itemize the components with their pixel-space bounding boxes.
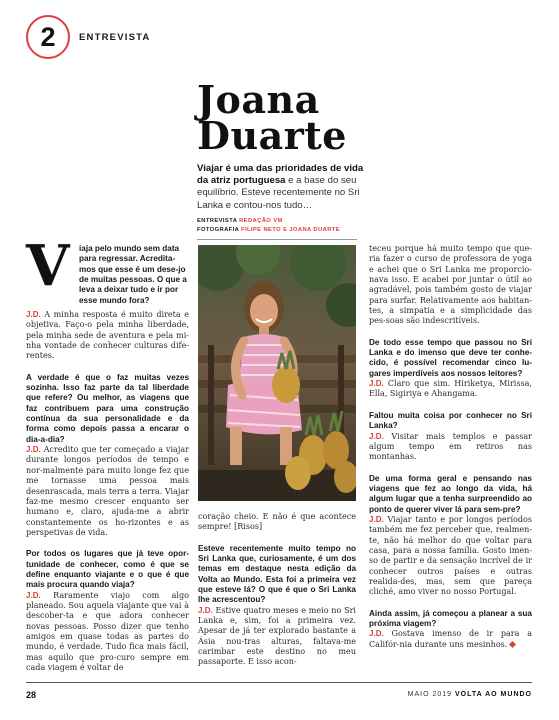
drop-cap: V: [26, 233, 70, 299]
answer-4: [198, 606, 356, 668]
issue-number-badge: [26, 15, 70, 59]
question-4: Esteve recentemente muito tempo no Sri Lanka que, curiosamente, é um dos temas em destaque nesta edição da Volta ao Mundo. Esta foi a primeira vez que esteve lá? O que é que o Sri Lanka lhe acrescentou?: [198, 543, 356, 605]
intro-rest: e a base do seu equilíbrio. Esteve recentemente no Sri Lanka e contou-nos tudo…: [197, 175, 360, 211]
answer-6-initials: J.D.: [369, 431, 384, 441]
answer-6: [369, 432, 532, 463]
question-7: De uma forma geral e pensando nas viagens que fez ao longo da vida, há algum lugar que a tenha surpreendido ao ponto de querer viver lá para sem-pre?: [369, 473, 532, 514]
column-1: [26, 310, 189, 673]
article-credits: [197, 217, 372, 235]
answer-8-initials: J.D.: [369, 629, 384, 639]
answer-8: [369, 629, 532, 650]
answer-1: [26, 310, 189, 362]
answer-3-text: Raramente viajo com algo planeado. Sou aquela viajante que vai à descober-ta e que adora conhecer novas pessoas. Posso dizer que tenho amigos em quase todas as partes do mundo, é verdade. Tudo fica mais fácil, mas aquilo que pro-curo sempre em cada viagem é voltar de: [26, 590, 189, 672]
question-2: A verdade é que o faz muitas vezes sozinha. Isso faz parte da tal liberdade que refere? Ou melhor, as viagens que faz contribuem para uma construção contínua da sua personalidade e da forma como depois passa a encarar o dia-a-dia?: [26, 372, 189, 444]
credit-photo-label: FOTOGRAFIA: [197, 227, 242, 233]
title-line-2: Duarte: [197, 113, 347, 158]
question-6: Faltou muita coisa por conhecer no Sri Lanka?: [369, 410, 532, 431]
credit-photo-value: FILIPE NETO E JOANA DUARTE: [241, 227, 340, 233]
answer-5-text: Claro que sim. Hiriketya, Mirissa, Ella, Sigiriya e Ahangama.: [369, 379, 532, 399]
answer-5: [369, 379, 532, 400]
answer-4-text: Estive quatro meses e meio no Sri Lanka e, sim, foi a primeira vez. Apesar de já ter explorado bastante a Ásia nou-tras alturas, faltava-me carimbar este destino no meu passaporte. E isso acon-: [198, 605, 356, 667]
answer-7-initials: J.D.: [369, 514, 384, 524]
portrait-photo: [198, 245, 356, 501]
lead-text: iaja pelo mundo sem data para regressar. Acredita-mos que esse é um dese-jo de muitas pessoas. O que a leva a deixar tudo e ir por esse mundo fora?: [79, 244, 187, 305]
footer-magazine: VOLTA AO MUNDO: [455, 691, 532, 698]
article-intro: [197, 163, 367, 212]
article-title: [197, 77, 367, 158]
answer-1-initials: J.D.: [26, 310, 41, 319]
credit-interview-label: ENTREVISTA: [197, 218, 240, 224]
answer-8-text: Gostava imenso de ir para a Califór-nia durante uns mesinhos.: [369, 629, 532, 649]
question-8: Ainda assim, já começou a planear a sua próxima viagem?: [369, 608, 532, 628]
section-label: ENTREVISTA: [79, 32, 151, 43]
intro-bold: Viajar é uma das prioridades de vida da atriz portuguesa: [197, 163, 364, 187]
lead-question: [79, 244, 189, 306]
answer-5-initials: J.D.: [369, 379, 384, 389]
credit-interview-value: REDAÇÃO VM: [239, 218, 283, 224]
column-2-continuation: coração cheio. E não é que acontece sempre! [Risos]: [198, 512, 356, 532]
footer-issue-info: [408, 691, 532, 698]
portrait-illustration: [198, 245, 356, 501]
answer-1-text: A minha resposta é muito direta e objetiva. Faço-o pela minha liberdade, pela minha sede de aventura e pela mi-nha vontade de conhecer culturas dife-rentes.: [26, 310, 189, 361]
column-3-continuation: teceu porque há muito tempo que que-ria fazer o curso de professora de yoga e achei que o Sri Lanka me proporcio-nava isso. E acabei por juntar o útil ao agradável, pois também gosto de viajar para surfar. Relativamente aos habitan-tes, a simpatia e a simplicidade das pes-soas são indescritíveis.: [369, 244, 532, 326]
answer-7: [369, 515, 532, 598]
credits-divider: [197, 239, 357, 240]
footer-divider: [26, 682, 532, 683]
answer-2: [26, 445, 189, 538]
answer-3-initials: J.D.: [26, 590, 41, 600]
answer-6-text: Visitar mais templos e passar algum tempo em retiros nas montanhas.: [369, 431, 532, 462]
column-2: [198, 512, 356, 668]
answer-3: [26, 591, 189, 674]
question-5: De todo esse tempo que passou no Sri Lanka e do imenso que deve ter conhe-cido, é possível recomendar cinco lu-gares imperdíveis aos nossos leitores?: [369, 337, 532, 378]
answer-2-text: Acredito que ter começado a viajar durante longos períodos de tempo e nor-malmente para muito longe fez que me tornasse uma pessoa mais desenrascada, mais terra a terra. Viajar faz-me mesmo crescer enquanto ser humano e, claro, ajuda-me a abrir constantemente os ho-rizontes e as perspetivas de vida.: [26, 445, 190, 537]
footer-date: MAIO 2019: [407, 691, 453, 698]
title-line-1: Joana: [197, 77, 320, 122]
page-number: 28: [26, 690, 37, 700]
answer-2-initials: J.D.: [26, 445, 41, 455]
answer-4-initials: J.D.: [198, 605, 213, 615]
answer-7-text: Viajar tanto e por longos períodos também me fez perceber que, realmen-te, não há melhor do que voltar para casa, para a nossa família. Gosto imen-so de partir e da sensação incrível de ir conhecer outros países e outras realida-des, mas, sem que pareça cliché, amo viver no nosso Portugal.: [369, 514, 532, 597]
end-mark-icon: [509, 641, 516, 648]
column-3: [369, 244, 532, 650]
issue-number: 2: [40, 21, 56, 52]
question-3: Por todos os lugares que já teve opor-tunidade de conhecer, como é que se define enquanto viajante e o que é que mais procura quando viaja?: [26, 549, 189, 590]
